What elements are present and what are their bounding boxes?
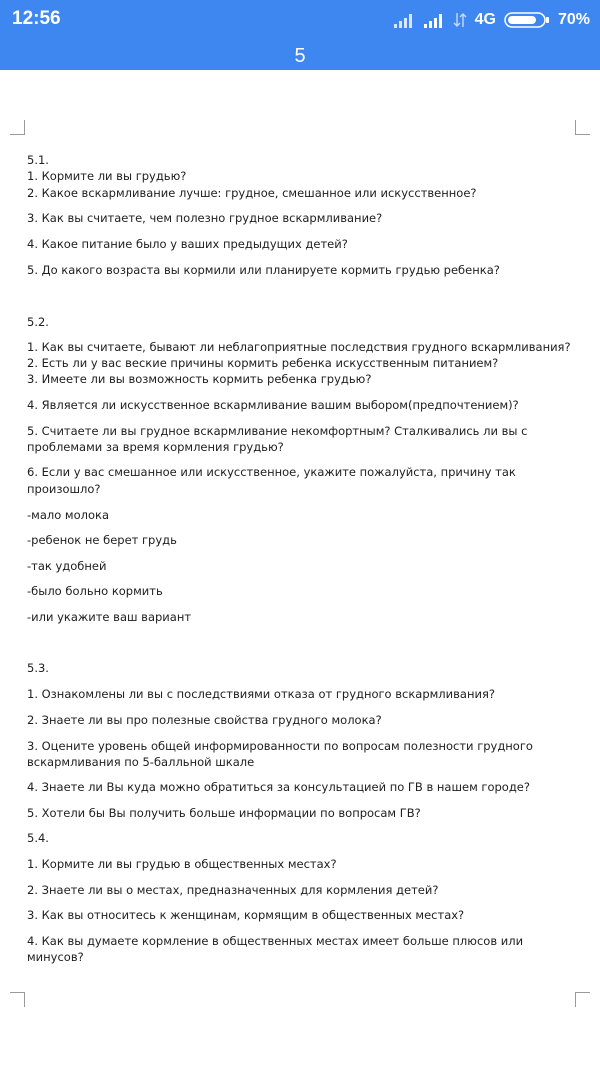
app-bar [0,0,600,70]
question-line: 3. Имеете ли вы возможность кормить ребенка грудью? [27,372,372,386]
question-line: вскармливания по 5-балльной шкале [27,755,255,769]
question-line: 1. Как вы считаете, бывают ли неблагоприятные последствия грудного вскармливания? [27,340,571,354]
page-title: 5 [294,45,306,67]
option-line: -или укажите ваш вариант [27,610,192,624]
question-line: 2. Какое вскармливание лучше: грудное, смешанное или искусственное? [27,186,477,200]
question-line: 2. Есть ли у вас веские причины кормить ребенка искусственным питанием? [27,356,499,370]
status-time: 12:56 [12,8,61,29]
question-line: 5. Хотели бы Вы получить больше информации по вопросам ГВ? [27,806,421,820]
data-transfer-icon [453,12,467,28]
question-line: минусов? [27,950,84,964]
question-line: 3. Как вы считаете, чем полезно грудное вскармливание? [27,211,383,225]
status-icons [393,10,590,30]
question-line: 3. Как вы относитесь к женщинам, кормящим в общественных местах? [27,908,465,922]
question-line: 4. Какое питание было у ваших предыдущих детей? [27,237,348,251]
question-line: 5. Считаете ли вы грудное вскармливание некомфортным? Сталкивались ли вы с [27,424,528,438]
question-line: 2. Знаете ли вы о местах, предназначенных для кормления детей? [27,883,439,897]
section-heading: 5.4. [27,831,49,845]
section-heading: 5.2. [27,315,49,329]
option-line: -так удобней [27,559,107,573]
option-line: -мало молока [27,508,110,522]
page-corner-mark [575,120,590,135]
section-heading: 5.1. [27,153,49,167]
network-type: 4G [474,11,496,28]
question-line: 1. Кормите ли вы грудью? [27,169,187,183]
page-corner-mark [10,120,25,135]
question-line: произошло? [27,482,101,496]
question-line: 5. До какого возраста вы кормили или планируете кормить грудью ребенка? [27,263,500,277]
question-line: 4. Является ли искусственное вскармливание вашим выбором(предпочтением)? [27,398,519,412]
page-corner-mark [10,992,25,1007]
signal-icon [393,12,415,28]
section-heading: 5.3. [27,661,49,675]
question-line: проблемами за время кормления грудью? [27,440,284,454]
battery-icon [504,11,550,29]
battery-level: 70% [557,11,590,28]
option-line: -было больно кормить [27,584,163,598]
question-line: 1. Ознакомлены ли вы с последствиями отказа от грудного вскармливания? [27,687,495,701]
question-line: 1. Кормите ли вы грудью в общественных местах? [27,857,337,871]
question-line: 2. Знаете ли вы про полезные свойства грудного молока? [27,713,382,727]
option-line: -ребенок не берет грудь [27,533,177,547]
question-line: 3. Оцените уровень общей информированности по вопросам полезности грудного [27,739,533,753]
signal-icon-2 [423,12,445,28]
question-line: 6. Если у вас смешанное или искусственное, укажите пожалуйста, причину так [27,465,516,479]
page-corner-mark [575,992,590,1007]
question-line: 4. Знаете ли Вы куда можно обратиться за консультацией по ГВ в нашем городе? [27,780,530,794]
question-line: 4. Как вы думаете кормление в общественных местах имеет больше плюсов или [27,934,524,948]
